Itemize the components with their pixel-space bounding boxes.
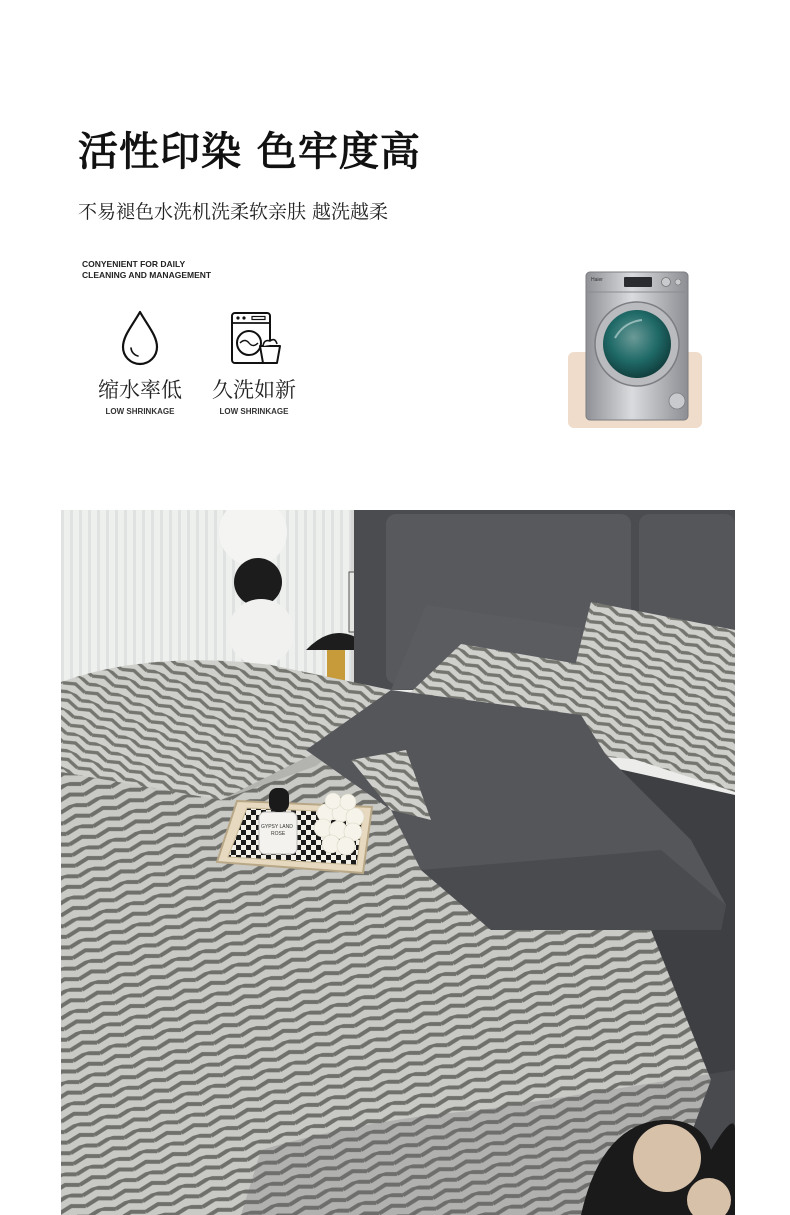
feature-like-new: [194, 308, 314, 416]
tagline-line-1: CONYENIENT FOR DAILY: [82, 259, 186, 269]
headline: 活性印染 色牢度高: [78, 129, 421, 175]
tagline-line-2: CLEANING AND MANAGEMENT: [82, 270, 212, 280]
feature-subtitle: LOW SHRINKAGE: [105, 407, 175, 416]
bedding-photo: [61, 510, 735, 1215]
subtitle: 不易褪色水洗机洗柔软亲肤 越洗越柔: [78, 201, 389, 223]
feature-title: 缩水率低: [98, 378, 182, 402]
water-drop-icon: [110, 308, 170, 368]
tray-card-line-2: ROSE: [271, 831, 286, 837]
washing-machine-image: [566, 268, 704, 430]
tray-card-line-1: GYPSY LAND: [261, 824, 293, 830]
washing-machine-icon: [224, 308, 284, 368]
feature-low-shrinkage: [80, 308, 200, 416]
tagline: [82, 259, 252, 281]
feature-subtitle: LOW SHRINKAGE: [219, 407, 289, 416]
feature-title: 久洗如新: [212, 378, 296, 402]
washer-brand: Haier: [591, 277, 603, 283]
